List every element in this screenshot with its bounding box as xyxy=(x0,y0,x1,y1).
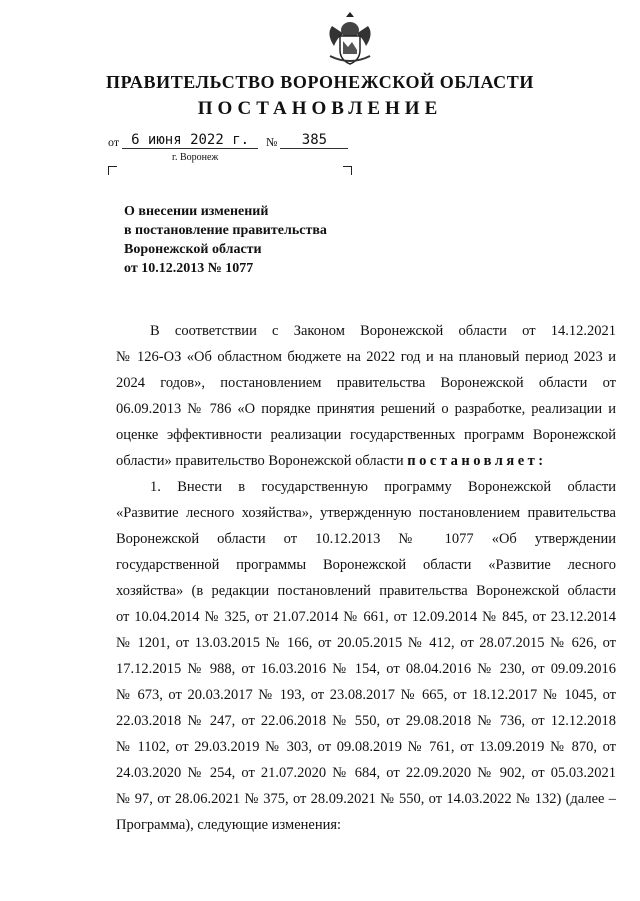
text-line: 24.03.2020 № 254, от 21.07.2020 № 684, от 22.09.2020 № 902, от 05.03.2021 xyxy=(116,765,616,781)
text-line: В соответствии с Законом Воронежской области от 14.12.2021 xyxy=(150,323,616,339)
subject-line: Воронежской области xyxy=(124,242,262,257)
document-subject xyxy=(124,202,444,278)
text-line: Программа), следующие изменения: xyxy=(116,817,342,833)
document-number: 385 xyxy=(280,132,348,149)
text-line: 17.12.2015 № 988, от 16.03.2016 № 154, от 08.04.2016 № 230, от 09.09.2016 xyxy=(116,661,616,677)
text-line xyxy=(116,448,616,474)
text-line: № 1201, от 13.03.2015 № 166, от 20.05.2015 № 412, от 28.07.2015 № 626, от xyxy=(116,635,616,651)
subject-line: в постановление правительства xyxy=(124,223,327,238)
text-line: 1. Внести в государственную программу Воронежской области xyxy=(150,479,616,495)
text-line: № 1102, от 29.03.2019 № 303, от 09.08.2019 № 761, от 13.09.2019 № 870, от xyxy=(116,739,616,755)
text-line: № 126-ОЗ «Об областном бюджете на 2022 год и на плановый период 2023 и xyxy=(116,349,616,365)
text-line: № 673, от 20.03.2017 № 193, от 23.08.2017 № 665, от 18.12.2017 № 1045, от xyxy=(116,687,616,703)
from-label: от xyxy=(108,135,120,149)
subject-line: О внесении изменений xyxy=(124,204,269,219)
text-line: от 10.04.2014 № 325, от 21.07.2014 № 661, от 12.09.2014 № 845, от 23.12.2014 xyxy=(116,609,616,625)
text-line: «Развитие лесного хозяйства», утвержденную постановлением правительства xyxy=(116,505,616,521)
city-label: г. Воронеж xyxy=(172,152,219,163)
number-label: № xyxy=(266,135,278,149)
document-date: 6 июня 2022 г. xyxy=(122,132,258,149)
text-line: Воронежской области от 10.12.2013 № 1077 «Об утверждении xyxy=(116,531,616,547)
document-type-title: ПОСТАНОВЛЕНИЕ xyxy=(197,98,443,119)
text-line: 2024 годов», постановлением правительства Воронежской области от xyxy=(116,375,616,391)
subject-line: от 10.12.2013 № 1077 xyxy=(124,261,254,276)
text-line: государственной программы Воронежской области «Развитие лесного xyxy=(116,557,616,573)
preamble-paragraph xyxy=(116,318,616,474)
text-line: хозяйства» (в редакции постановлений правительства Воронежской области xyxy=(116,583,616,599)
organization-title: ПРАВИТЕЛЬСТВО ВОРОНЕЖСКОЙ ОБЛАСТИ xyxy=(106,72,534,92)
text-line: оценке эффективности реализации государственных программ Воронежской xyxy=(116,427,616,443)
text-line: 06.09.2013 № 786 «О порядке принятия решений о разработке, реализации и xyxy=(116,401,616,417)
item-1-paragraph xyxy=(116,474,616,838)
text-line: № 97, от 28.06.2021 № 375, от 28.09.2021 № 550, от 14.03.2022 № 132) (далее – xyxy=(116,791,616,807)
subject-corner-left xyxy=(108,166,117,175)
text-fragment: области» правительство Воронежской области xyxy=(116,453,408,469)
date-line xyxy=(108,134,258,151)
subject-corner-right xyxy=(343,166,352,175)
number-line xyxy=(266,134,348,151)
decree-keyword: постановляет: xyxy=(407,453,547,469)
text-line: 22.03.2018 № 247, от 22.06.2018 № 550, от 29.08.2018 № 736, от 12.12.2018 xyxy=(116,713,616,729)
coat-of-arms-emblem xyxy=(322,8,378,68)
